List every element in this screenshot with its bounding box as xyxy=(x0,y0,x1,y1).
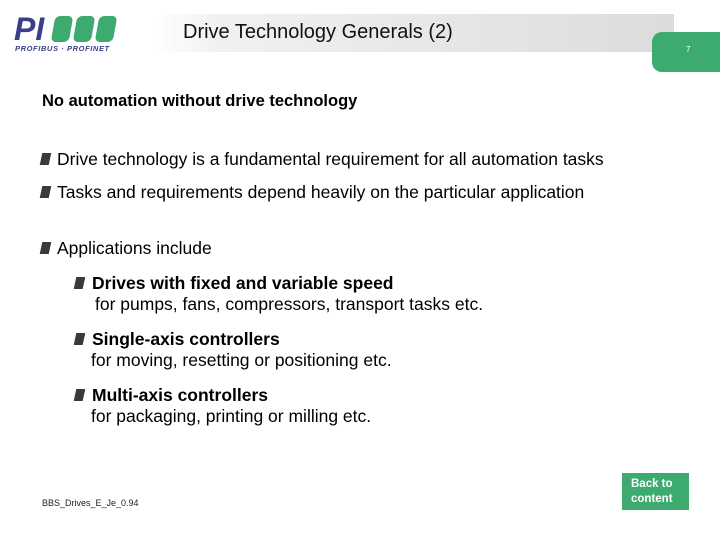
application-description: for pumps, fans, compressors, transport tasks etc. xyxy=(95,294,484,314)
pi-logo xyxy=(14,12,126,56)
pi-logo-mark xyxy=(14,12,126,46)
logo-block-3 xyxy=(95,16,118,42)
logo-block-1 xyxy=(51,16,74,42)
logo-block-2 xyxy=(73,16,96,42)
application-title: Drives with fixed and variable speed xyxy=(92,273,394,293)
back-button-label-line2: content xyxy=(631,493,673,505)
application-title: Multi-axis controllers xyxy=(92,385,269,405)
bullet-item: Drive technology is a fundamental requirement for all automation tasks xyxy=(57,149,604,169)
sub-bullet-marker xyxy=(74,277,86,289)
application-description: for moving, resetting or positioning etc. xyxy=(91,350,392,370)
bullet-marker xyxy=(40,242,52,254)
slide-subtitle: No automation without drive technology xyxy=(42,92,358,110)
bullet-item: Applications include xyxy=(57,238,212,258)
sub-bullet-marker xyxy=(74,389,86,401)
logo-subtitle: PROFIBUS · PROFINET xyxy=(15,44,110,53)
application-description: for packaging, printing or milling etc. xyxy=(91,406,372,426)
bullet-marker xyxy=(40,153,52,165)
pi-logo-letters: PI xyxy=(14,12,45,46)
application-title: Single-axis controllers xyxy=(92,329,280,349)
slide-title: Drive Technology Generals (2) xyxy=(183,21,453,43)
back-to-content-button[interactable] xyxy=(622,473,689,510)
page-number: 7 xyxy=(686,45,691,54)
sub-bullet-marker xyxy=(74,333,86,345)
bullet-item: Tasks and requirements depend heavily on the particular application xyxy=(57,182,585,202)
back-button-label-line1: Back to xyxy=(631,478,673,490)
document-code: BBS_Drives_E_Je_0.94 xyxy=(42,498,139,508)
bullet-marker xyxy=(40,186,52,198)
